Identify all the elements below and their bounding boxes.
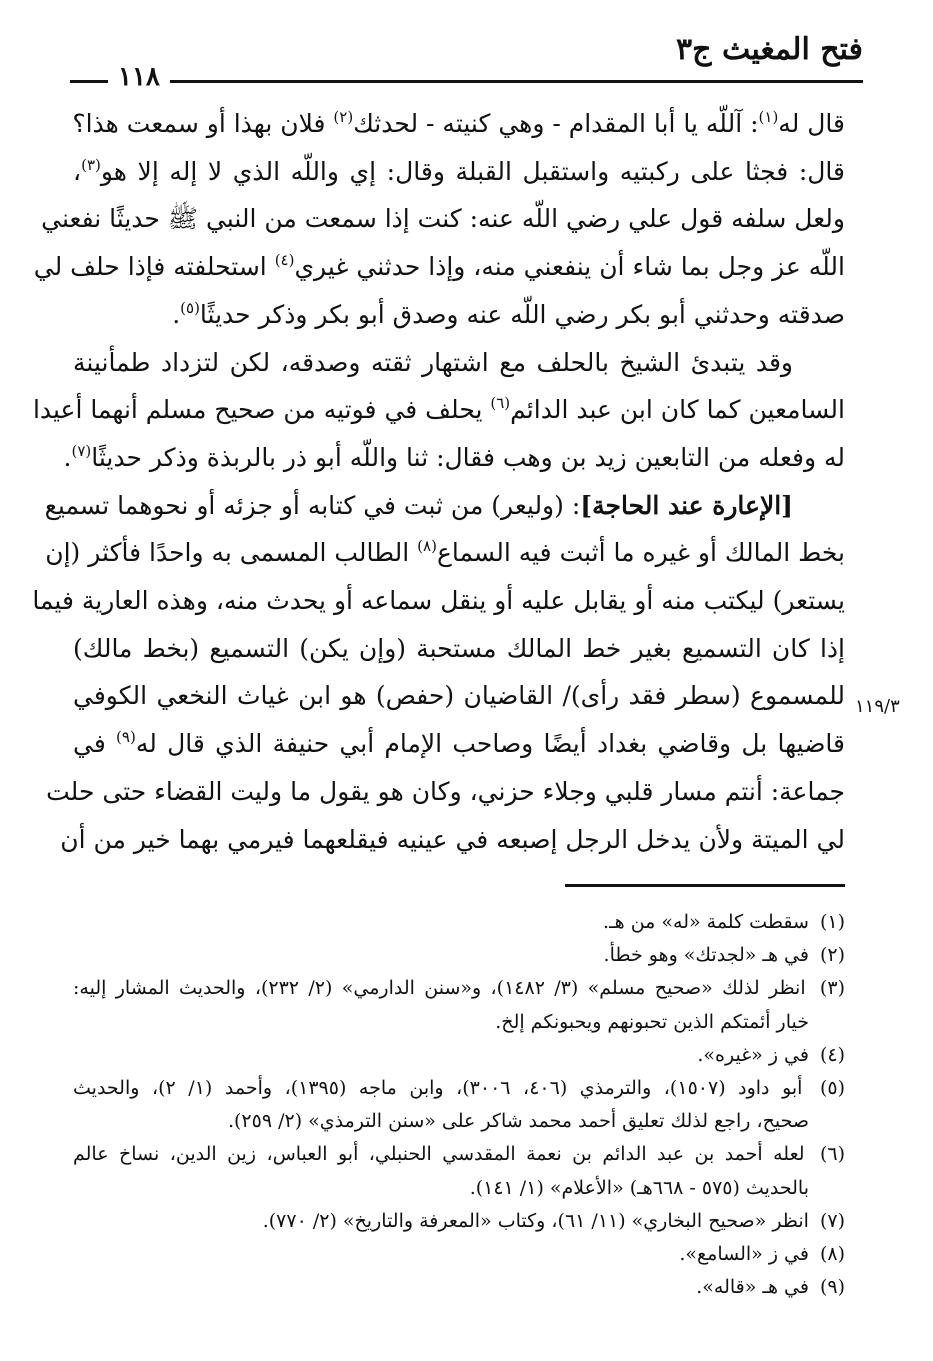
line-text: جماعة: أنتم مسار قلبي وجلاء حزني، وكان هو يقول ما وليت القضاء حتى حلت <box>46 776 845 806</box>
footnote-marker: (٤) <box>274 251 295 270</box>
footnote-marker: (١) <box>758 108 779 126</box>
footnote-number: (٧) <box>819 1209 845 1232</box>
text-line <box>41 195 845 243</box>
paragraph-3 <box>32 482 845 864</box>
footnote-text: أبو داود (١٥٠٧)، والترمذي (٤٠٦، ٣٠٠٦)، وابن ماجه (١٣٩٥)، وأحمد (١/ ٢)، والحديث <box>73 1077 815 1100</box>
footnote-marker: (٣) <box>81 155 101 174</box>
line-text: قال: فجثا على ركبتيه واستقبل القبلة وقال: إي واللّه الذي لا إله إلا هو <box>100 156 845 186</box>
text-line <box>32 577 845 625</box>
footnote <box>73 1039 845 1072</box>
section-heading: [الإعارة عند الحاجة] <box>580 490 793 520</box>
line-text: فلان بهذا أو سمعت هذا؟ <box>72 109 334 138</box>
footnote <box>73 1238 845 1271</box>
footnote-line <box>73 1238 845 1271</box>
footnote-marker: (٩) <box>116 728 136 747</box>
text-line <box>73 720 845 768</box>
footnote <box>73 1205 845 1238</box>
footnote-text: لعله أحمد بن عبد الدائم بن نعمة المقدسي الحنبلي، أبو العباس، زين الدين، نساخ عالم <box>73 1143 815 1166</box>
footnote-line: صحيح، راجع لذلك تعليق أحمد محمد شاكر على «سنن الترمذي» (٢/ ٢٥٩). <box>227 1110 809 1133</box>
text-line <box>32 386 845 434</box>
line-text: صدقته وحدثني أبو بكر رضي اللّه عنه وصدق أبو بكر وذكر حديثًا <box>199 299 845 329</box>
text-line <box>33 243 845 291</box>
footnote-number: (٤) <box>819 1043 845 1066</box>
text-line <box>73 339 845 387</box>
footnote <box>73 939 845 972</box>
line-text: الطالب المسمى به واحدًا فأكثر (إن <box>45 538 418 568</box>
line-text: : (وليعر) من ثبت في كتابه أو جزئه أو نحوهما تسميع <box>44 490 581 520</box>
footnote-marker: (٦) <box>490 394 511 413</box>
text-line <box>44 482 845 530</box>
paragraph-2 <box>32 339 845 482</box>
footnotes <box>73 906 845 1304</box>
line-text: . <box>63 442 72 472</box>
margin-reference: ١١٩/٣ <box>855 696 900 717</box>
footnote-line <box>73 972 845 1005</box>
line-text: بخط المالك أو غيره ما أثبت فيه السماع <box>436 538 845 568</box>
line-text: . <box>172 299 181 329</box>
footnote <box>73 906 845 939</box>
text-line <box>73 291 845 339</box>
footnote-line <box>73 1072 845 1105</box>
footnote-text: في هـ «لجدتك» وهو خطأ. <box>603 944 815 967</box>
footnote-number: (٦) <box>819 1143 845 1166</box>
footnote-number: (٨) <box>819 1243 845 1266</box>
page-number: ١١٨ <box>108 60 170 94</box>
footnote-marker: (٨) <box>417 537 437 556</box>
line-text: : آللّه يا أبا المقدام - وهي كنيته - لحدثك <box>353 109 759 138</box>
body-text <box>32 100 845 863</box>
line-text: لي الميتة ولأن يدخل الرجل إصبعه في عينيه فيقلعهما فيرمي بهما خير من أن <box>60 824 845 854</box>
footnote-line <box>73 1205 845 1238</box>
line-text: يحلف في فوتيه من صحيح مسلم أنهما أعيدا <box>32 395 491 425</box>
footnote <box>73 972 845 1038</box>
footnote-line <box>73 939 845 972</box>
line-text: قال له <box>778 109 845 138</box>
footnote-number: (٣) <box>819 977 845 1000</box>
line-text: في <box>73 729 117 759</box>
text-line <box>60 816 845 864</box>
text-line <box>46 768 845 816</box>
line-text: وقد يتبدئ الشيخ بالحلف مع اشتهار ثقته وصدقه، لكن لتزداد طمأنينة <box>73 347 793 377</box>
text-line <box>63 434 845 482</box>
footnote-line <box>73 1271 845 1304</box>
footnote-marker: (٢) <box>333 108 354 126</box>
line-text: إذا كان التسميع بغير خط المالك مستحبة (وإن يكن) التسميع (بخط مالك) <box>73 633 845 663</box>
line-text: ولعل سلفه قول علي رضي اللّه عنه: كنت إذا سمعت من النبي ﷺ حديثًا نفعني <box>41 204 845 234</box>
footnote <box>73 1072 845 1138</box>
line-text: قاضيها بل وقاضي بغداد أيضًا وصاحب الإمام أبي حنيفة الذي قال له <box>135 729 845 759</box>
footnote-number: (١) <box>819 911 845 933</box>
footnote <box>73 1271 845 1304</box>
line-text: يستعر) ليكتب منه أو يقابل عليه أو ينقل سماعه أو يحدث منه، وهذه العارية فيما <box>32 586 845 616</box>
footnote-text: في ز «غيره». <box>697 1043 815 1066</box>
footnote-rule <box>565 884 845 887</box>
footnote-number: (٥) <box>819 1077 845 1100</box>
footnote-line <box>73 906 845 939</box>
line-text: ، <box>73 156 82 186</box>
text-line <box>73 625 845 673</box>
footnote-number: (٩) <box>819 1276 845 1299</box>
text-line <box>73 148 845 196</box>
footnote-marker: (٧) <box>71 441 92 460</box>
footnote-text: في هـ «قاله». <box>696 1276 815 1299</box>
text-line <box>73 100 845 148</box>
book-title: فتح المغيث ج٣ <box>676 32 863 67</box>
footnote-line <box>73 1138 845 1171</box>
footnote-text: انظر «صحيح البخاري» (١١/ ٦١)، وكتاب «المعرفة والتاريخ» (٢/ ٧٧٠). <box>262 1209 815 1232</box>
line-text: له وفعله من التابعين زيد بن وهب فقال: ثنا واللّه أبو ذر بالربذة وذكر حديثًا <box>91 442 845 472</box>
footnote-marker: (٥) <box>180 298 200 317</box>
footnote-line: خيار أئمتكم الذين تحبونهم ويحبونكم إلخ. <box>495 1010 809 1033</box>
text-line <box>73 672 845 720</box>
line-text: السامعين كما كان ابن عبد الدائم <box>510 395 845 425</box>
line-text: للمسموع (سطر فقد رأى)/ القاضيان (حفص) هو ابن غياث النخعي الكوفي <box>73 681 845 711</box>
page-header <box>70 30 863 90</box>
footnote-text: سقطت كلمة «له» من هـ. <box>603 911 815 933</box>
footnote-text: في ز «السامع». <box>679 1243 815 1266</box>
line-text: استحلفته فإذا حلف لي <box>33 252 275 282</box>
footnote-line: بالحديث (٥٧٥ - ٦٦٨هـ) «الأعلام» (١/ ١٤١). <box>469 1176 809 1199</box>
footnote-text: انظر لذلك «صحيح مسلم» (٣/ ١٤٨٢)، و«سنن الدارمي» (٢/ ٢٣٢)، والحديث المشار إليه: <box>73 977 815 1000</box>
footnote <box>73 1138 845 1204</box>
paragraph-1 <box>33 100 845 339</box>
header-rule <box>70 80 863 83</box>
text-line <box>45 529 845 577</box>
footnote-number: (٢) <box>819 944 845 967</box>
line-text: اللّه عز وجل بما شاء أن ينفعني منه، وإذا حدثني غيري <box>294 252 845 282</box>
footnote-line <box>73 1039 845 1072</box>
